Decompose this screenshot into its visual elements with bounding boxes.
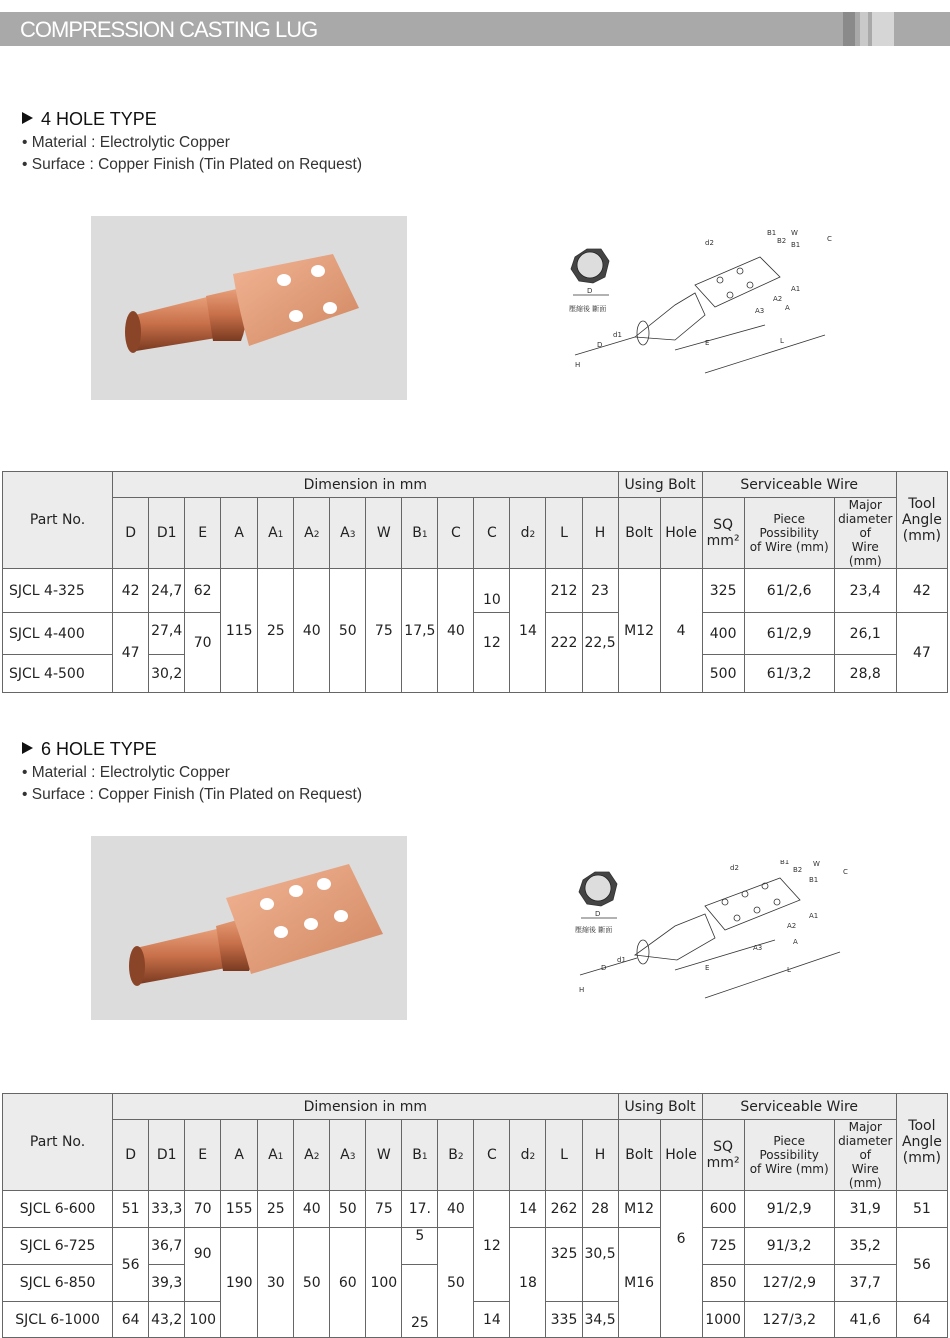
group-header-dimension: Dimension in mm — [113, 472, 618, 498]
col-header: A1 — [258, 1120, 294, 1191]
svg-text:D: D — [601, 964, 607, 972]
col-header: B2 — [438, 1120, 474, 1191]
table-row: SJCL 4-500 30,2 500 61/3,2 28,8 — [3, 655, 948, 693]
col-header-tool: Tool Angle (mm) — [896, 472, 947, 569]
table-row: SJCL 6-725 56 36,7 90 190 30 50 60 100 5 50 18 325 30,5 M16 725 91/3,2 35,2 56 — [3, 1228, 948, 1265]
spec-table-6-hole — [2, 1093, 948, 1338]
col-header: L — [546, 498, 582, 569]
section-heading — [22, 109, 157, 130]
svg-text:B1: B1 — [809, 876, 819, 884]
col-header: W — [366, 498, 402, 569]
dimension-diagram-4-hole — [555, 225, 845, 390]
svg-text:D: D — [595, 910, 601, 918]
svg-text:C: C — [827, 235, 832, 243]
diagram-caption: 壓縮後 斷面 — [569, 305, 607, 313]
page-title: COMPRESSION CASTING LUG — [20, 17, 318, 42]
col-header: A2 — [294, 1120, 330, 1191]
col-header-piece: Piece Possibility of Wire (mm) — [744, 498, 834, 569]
svg-text:A: A — [793, 938, 798, 946]
part-number: SJCL 4-500 — [3, 655, 113, 693]
svg-text:B2: B2 — [777, 237, 787, 245]
col-header: D — [113, 498, 149, 569]
header-bar — [0, 12, 950, 46]
section-heading — [22, 739, 157, 760]
col-header: C — [474, 1120, 510, 1191]
group-header-wire: Serviceable Wire — [702, 472, 896, 498]
col-header: W — [366, 1120, 402, 1191]
col-header-tool: Tool Angle (mm) — [896, 1094, 947, 1191]
svg-text:L: L — [787, 966, 791, 974]
col-header: A — [221, 1120, 258, 1191]
table-row: SJCL 6-600 51 33,3 70 155 25 40 50 75 17. 40 12 14 262 28 M12 6 600 91/2,9 31,9 51 — [3, 1191, 948, 1228]
col-header: A — [221, 498, 258, 569]
col-header: d2 — [510, 1120, 546, 1191]
col-header: D1 — [149, 1120, 185, 1191]
col-header: A2 — [294, 498, 330, 569]
col-header-part: Part No. — [3, 1094, 113, 1191]
part-number: SJCL 6-1000 — [3, 1302, 113, 1338]
header-decoration — [843, 12, 855, 46]
svg-text:E: E — [705, 339, 710, 347]
product-photo-6-hole — [91, 836, 407, 1020]
svg-text:D: D — [597, 341, 603, 349]
svg-text:A: A — [785, 304, 790, 312]
col-header: H — [582, 498, 618, 569]
col-header: H — [582, 1120, 618, 1191]
surface-line: • Surface : Copper Finish (Tin Plated on Request) — [22, 786, 362, 803]
triangle-icon — [22, 742, 33, 754]
col-header: B1 — [402, 498, 438, 569]
header-decoration — [860, 12, 868, 46]
triangle-icon — [22, 112, 33, 124]
spec-table-4-hole — [2, 471, 948, 693]
col-header-sq: SQ mm² — [702, 1120, 744, 1191]
col-header-sq: SQ mm² — [702, 498, 744, 569]
svg-text:A1: A1 — [791, 285, 801, 293]
col-header: d2 — [510, 498, 546, 569]
svg-text:B1: B1 — [791, 241, 801, 249]
col-header: E — [185, 1120, 221, 1191]
svg-text:A1: A1 — [809, 912, 819, 920]
col-header: D1 — [149, 498, 185, 569]
part-number: SJCL 6-725 — [3, 1228, 113, 1265]
col-header-part: Part No. — [3, 472, 113, 569]
svg-text:H: H — [575, 361, 581, 369]
col-header: E — [185, 498, 221, 569]
col-header: C — [438, 498, 474, 569]
table-row: SJCL 6-850 39,3 25 850 127/2,9 37,7 — [3, 1265, 948, 1302]
header-decoration — [872, 12, 894, 46]
col-header-hole: Hole — [660, 1120, 702, 1191]
svg-text:B1: B1 — [767, 229, 777, 237]
group-header-wire: Serviceable Wire — [702, 1094, 896, 1120]
part-number: SJCL 6-600 — [3, 1191, 113, 1228]
section-heading-text: 6 HOLE TYPE — [41, 739, 157, 759]
part-number: SJCL 6-850 — [3, 1265, 113, 1302]
svg-text:A2: A2 — [787, 922, 797, 930]
col-header-major: Major diameter of Wire (mm) — [834, 1120, 896, 1191]
header-decoration — [898, 12, 950, 46]
group-header-bolt: Using Bolt — [618, 1094, 702, 1120]
material-line: • Material : Electrolytic Copper — [22, 764, 230, 781]
svg-text:C: C — [843, 868, 848, 876]
dimension-diagram-6-hole — [565, 860, 855, 1025]
part-number: SJCL 4-400 — [3, 613, 113, 655]
svg-text:d1: d1 — [613, 331, 622, 339]
col-header-piece: Piece Possibility of Wire (mm) — [744, 1120, 834, 1191]
svg-text:W: W — [813, 860, 820, 868]
svg-text:d2: d2 — [730, 864, 739, 872]
svg-text:d1: d1 — [617, 956, 626, 964]
group-header-bolt: Using Bolt — [618, 472, 702, 498]
product-photo-4-hole — [91, 216, 407, 400]
col-header: B1 — [402, 1120, 438, 1191]
svg-text:B2: B2 — [793, 866, 803, 874]
col-header: A3 — [330, 498, 366, 569]
surface-line: • Surface : Copper Finish (Tin Plated on Request) — [22, 156, 362, 173]
table-row: SJCL 4-400 47 27,4 70 12 222 22,5 400 61/2,9 26,1 47 — [3, 613, 948, 655]
svg-text:W: W — [791, 229, 798, 237]
svg-text:d2: d2 — [705, 239, 714, 247]
col-header: L — [546, 1120, 582, 1191]
table-row: SJCL 6-1000 64 43,2 100 14 335 34,5 1000 127/3,2 41,6 64 — [3, 1302, 948, 1338]
svg-text:B1: B1 — [780, 860, 790, 866]
svg-text:L: L — [780, 337, 784, 345]
svg-text:A2: A2 — [773, 295, 783, 303]
table-row: SJCL 4-325 42 24,7 62 115 25 40 50 75 17,5 40 10 14 212 23 M12 4 325 61/2,6 23,4 42 — [3, 569, 948, 613]
col-header-bolt: Bolt — [618, 498, 660, 569]
svg-text:E: E — [705, 964, 710, 972]
diagram-caption: 壓縮後 斷面 — [575, 926, 613, 934]
svg-text:H: H — [579, 986, 585, 994]
col-header: A1 — [258, 498, 294, 569]
material-line: • Material : Electrolytic Copper — [22, 134, 230, 151]
col-header: C — [474, 498, 510, 569]
svg-text:A3: A3 — [753, 944, 763, 952]
col-header: A3 — [330, 1120, 366, 1191]
svg-text:D: D — [587, 287, 593, 295]
col-header-major: Major diameter of Wire (mm) — [834, 498, 896, 569]
col-header: D — [113, 1120, 149, 1191]
col-header-bolt: Bolt — [618, 1120, 660, 1191]
col-header-hole: Hole — [660, 498, 702, 569]
svg-text:A3: A3 — [755, 307, 765, 315]
group-header-dimension: Dimension in mm — [113, 1094, 618, 1120]
section-heading-text: 4 HOLE TYPE — [41, 109, 157, 129]
part-number: SJCL 4-325 — [3, 569, 113, 613]
